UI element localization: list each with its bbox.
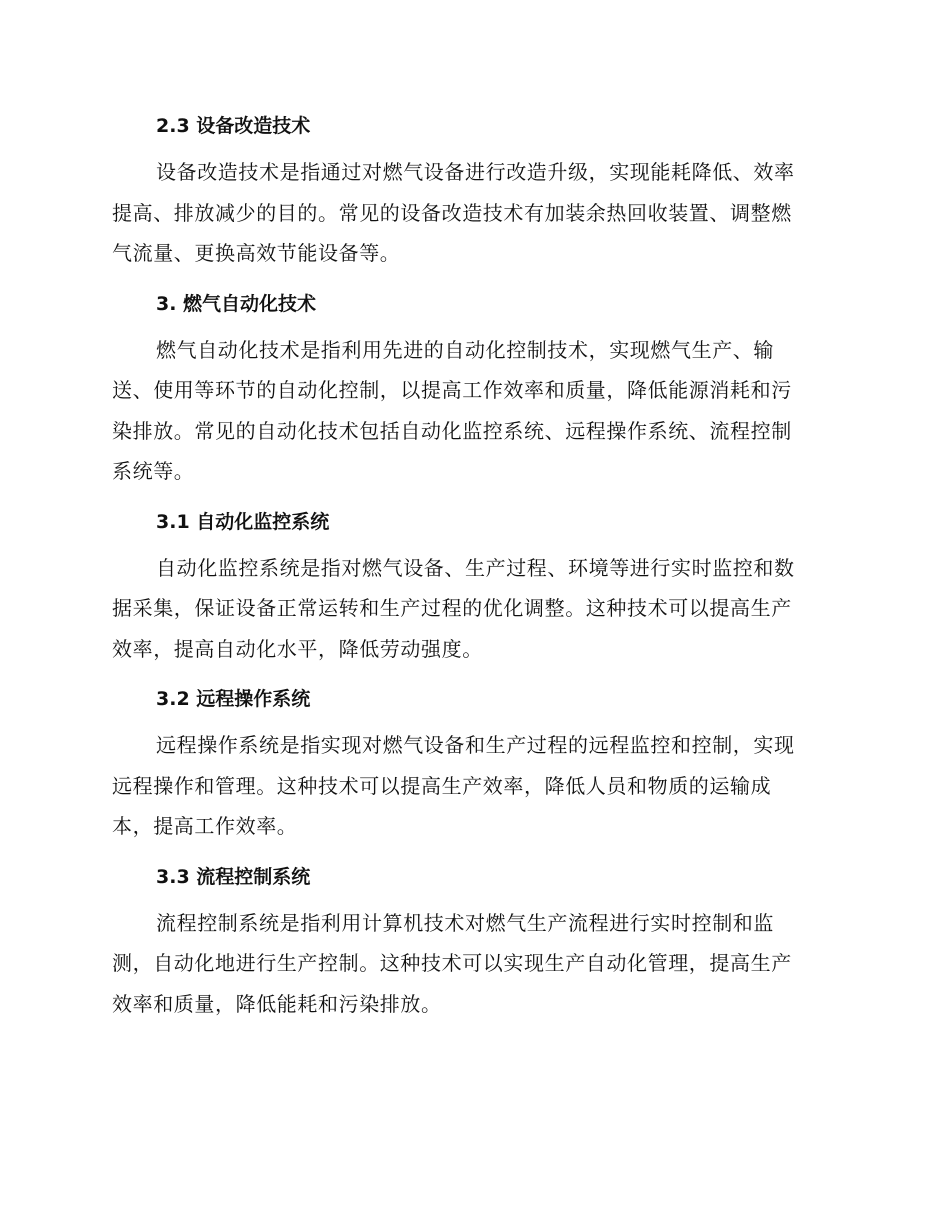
section-paragraph-3-2 [112, 725, 832, 847]
section-paragraph-3-1 [112, 548, 832, 670]
section-paragraph-2-3 [112, 152, 832, 274]
section-paragraph-3-3 [112, 903, 832, 1025]
paragraph-line: 远程操作和管理。这种技术可以提高生产效率，降低人员和物质的运输成 [112, 773, 772, 798]
section-paragraph-3 [112, 330, 832, 492]
paragraph-line: 燃气自动化技术是指利用先进的自动化控制技术，实现燃气生产、输 [156, 337, 774, 362]
section-heading-3: 3. 燃气自动化技术 [156, 292, 317, 315]
paragraph-line: 测，自动化地进行生产控制。这种技术可以实现生产自动化管理，提高生产 [112, 951, 792, 975]
paragraph-line: 自动化监控系统是指对燃气设备、生产过程、环境等进行实时监控和数 [156, 555, 795, 580]
section-heading-3-3: 3.3 流程控制系统 [156, 865, 311, 888]
paragraph-line: 系统等。 [112, 459, 195, 483]
paragraph-line: 效率，提高自动化水平，降低劳动强度。 [112, 636, 483, 661]
paragraph-line: 本，提高工作效率。 [112, 814, 298, 838]
section-heading-3-2: 3.2 远程操作系统 [156, 688, 311, 710]
section-heading-3-1: 3.1 自动化监控系统 [156, 510, 330, 533]
paragraph-line: 气流量、更换高效节能设备等。 [112, 241, 401, 265]
paragraph-line: 远程操作系统是指实现对燃气设备和生产过程的远程监控和控制，实现 [156, 733, 795, 757]
paragraph-line: 染排放。常见的自动化技术包括自动化监控系统、远程操作系统、流程控制 [112, 418, 792, 443]
section-heading-2-3: 2.3 设备改造技术 [156, 115, 311, 137]
paragraph-line: 送、使用等环节的自动化控制，以提高工作效率和质量，降低能源消耗和污 [112, 378, 792, 402]
document-page [112, 110, 832, 1038]
paragraph-line: 效率和质量，降低能耗和污染排放。 [112, 991, 442, 1016]
paragraph-line: 提高、排放减少的目的。常见的设备改造技术有加装余热回收装置、调整燃 [112, 200, 792, 225]
paragraph-line: 流程控制系统是指利用计算机技术对燃气生产流程进行实时控制和监 [156, 910, 774, 935]
paragraph-line: 设备改造技术是指通过对燃气设备进行改造升级，实现能耗降低、效率 [156, 160, 795, 184]
paragraph-line: 据采集，保证设备正常运转和生产过程的优化调整。这种技术可以提高生产 [112, 596, 792, 620]
